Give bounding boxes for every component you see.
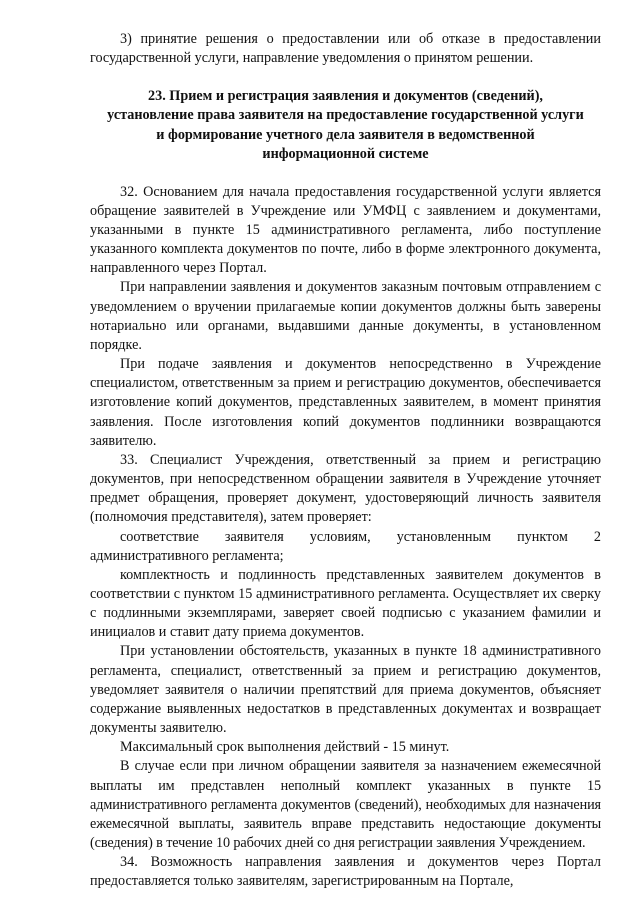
paragraph: В случае если при личном обращении заявителя за назначением ежемесячной выплаты им представлен неполный комплект указанных в пункте 15 административного регламента документов (сведений), необходимых для назначения ежемесячной выплаты, заявитель вправе представить недостающие документы (сведения) в течение 10 рабочих дней со дня регистрации заявления Учреждением. [90, 758, 601, 851]
paragraph: При установлении обстоятельств, указанных в пункте 18 административного регламента, специалист, ответственный за прием и регистрацию документов, уведомляет заявителя о наличии препятствий для приема документов, объясняет содержание выявленных недостатков в представленных документах и возвращает документы заявителю. [90, 643, 601, 737]
document-body [90, 30, 601, 891]
paragraph: соответствие заявителя условиям, установленным пунктом 2 административного регламента; [90, 528, 601, 564]
intro-paragraph: 3) принятие решения о предоставлении или об отказе в предоставлении государственной услуги, направление уведомления о принятом решении. [90, 31, 601, 67]
section-heading-line: установление права заявителя на предоставление государственной услуги [107, 107, 584, 124]
section-heading-line: информационной системе [262, 145, 429, 162]
paragraph-34: 34. Возможность направления заявления и документов через Портал предоставляется только заявителям, зарегистрированным на Портале, [90, 854, 601, 890]
section-heading [90, 87, 601, 163]
paragraph: комплектность и подлинность представленных заявителем документов в соответствии с пунктом 15 административного регламента. Осуществляет их сверку с подлинными экземплярами, заверяет своей подписью с указанием фамилии и инициалов и ставит дату приема документов. [90, 566, 601, 641]
paragraph: При направлении заявления и документов заказным почтовым отправлением с уведомлением о вручении прилагаемые копии документов должны быть заверены нотариально или органами, выдавшими данные документы, в установленном порядке. [90, 279, 601, 353]
paragraph: Максимальный срок выполнения действий - 15 минут. [120, 739, 450, 756]
section-heading-line: 23. Прием и регистрация заявления и документов (сведений), [148, 88, 543, 105]
paragraph-33: 33. Специалист Учреждения, ответственный за прием и регистрацию документов, при непосредственном обращении заявителя в Учреждение уточняет предмет обращения, проверяет документ, удостоверяющий личность заявителя (полномочия представителя), затем проверяет: [90, 451, 601, 526]
paragraph: При подаче заявления и документов непосредственно в Учреждение специалистом, ответственным за прием и регистрацию документов, обеспечивается изготовление копий документов, представленных заявителем, в момент принятия заявления. После изготовления копий документов подлинники возвращаются заявителю. [90, 356, 601, 449]
section-heading-line: и формирование учетного дела заявителя в ведомственной [156, 126, 535, 143]
paragraph-32: 32. Основанием для начала предоставления государственной услуги является обращение заявителей в Учреждение или УМФЦ с заявлением и документами, указанными в пункте 15 административного регламента, либо поступление указанного комплекта документов по почте, либо в форме электронного документа, направленного через Портал. [90, 183, 601, 277]
